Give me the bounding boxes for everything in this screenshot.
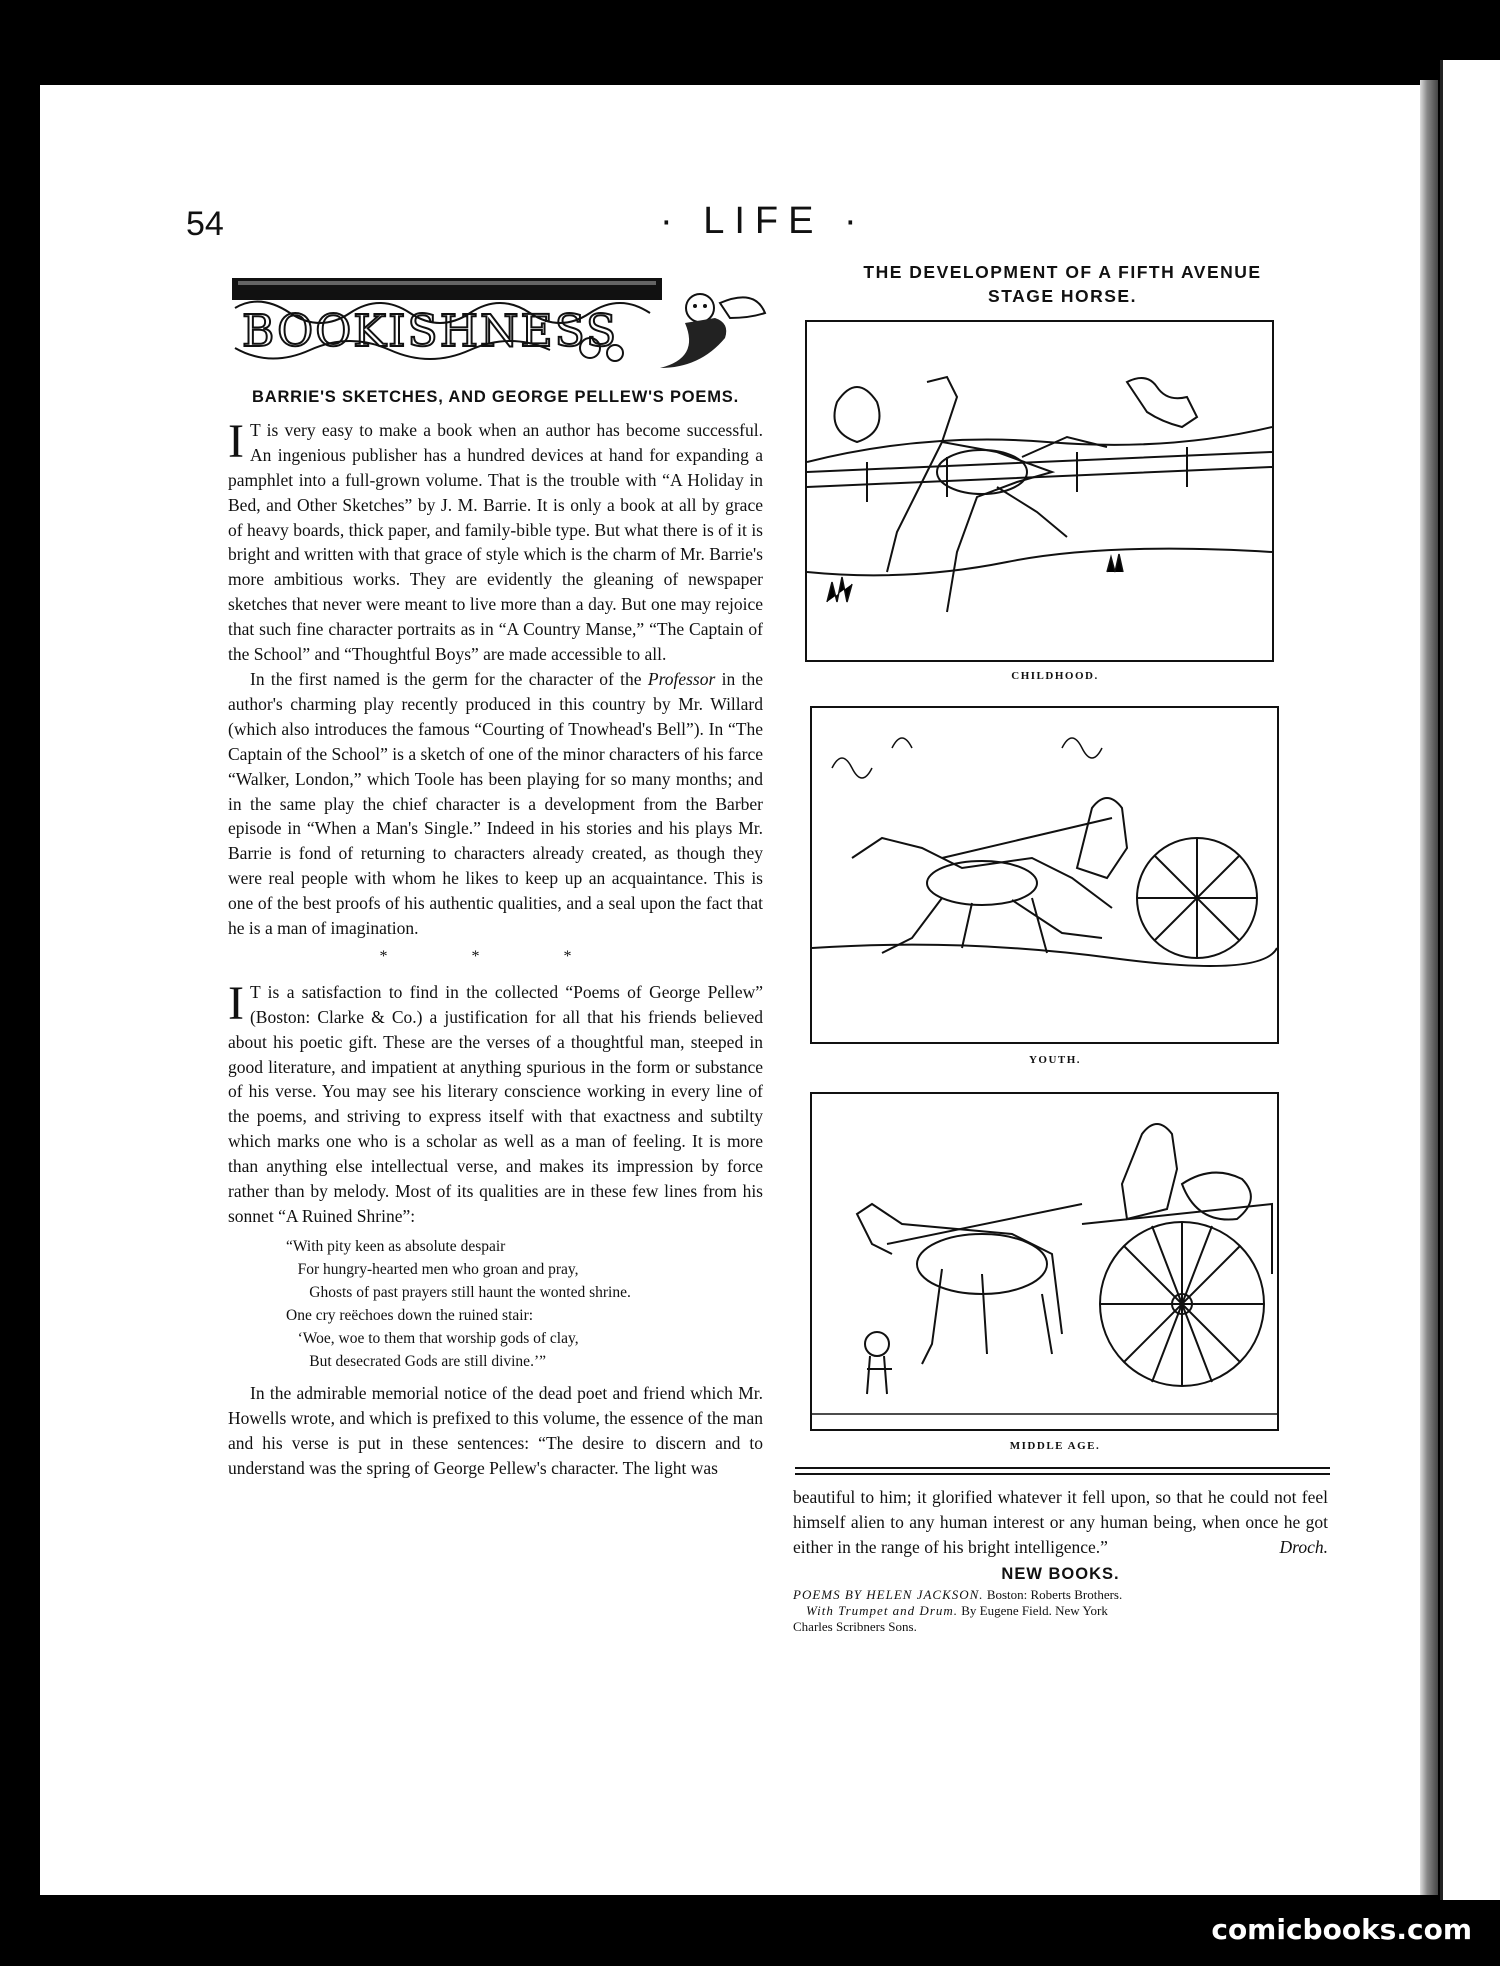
new-books-heading: NEW BOOKS.: [1001, 1565, 1120, 1583]
quoted-sonnet: [286, 1235, 763, 1373]
illustration-title: THE DEVELOPMENT OF A FIFTH AVENUE STAGE HORSE.: [863, 262, 1262, 306]
article-paragraph-2: In the first named is the germ for the character of the Professor in the author's charming play recently produced in this country by Mr. Willard (which also introduces the famous “Courting of Tnowhead's Bell”). In “The Captain of the School” is a sketch of one of the minor characters of his farce “Walker, London,” which Toole has been playing for so many months; and in the same play the chief character is a development from the Barber episode in “When a Man's Single.” Indeed in his stories and his plays Mr. Barrie is fond of returning to characters already created, as though they were real people with whom he likes to keep up an acquaintance. This is one of the best proofs of his authentic qualities, and a seal upon the fact that he is a man of imagination.: [228, 668, 764, 939]
drop-cap: I: [228, 414, 244, 468]
caption-youth: YOUTH.: [1028, 1054, 1082, 1066]
department-banner: [230, 268, 770, 378]
article-paragraph-3: I T is a satisfaction to find in the collected “Poems of George Pellew” (Boston: Clarke & Co.) a justification for all that his friends believed about his poetic gift. These are the verses of a thoughtful man, steeped in good literature, and impatient at anything spurious in the form or substance of his verse. You may see his literary conscience working in every line of the poems, and striving to express itself with that exactness and subtilty which marks one who is a scholar as well as a man of feeling. It is more than anything else intellectual verse, and makes its impression by force rather than by melody. Most of its qualities are in these few lines from his sonnet “A Ruined Shrine”:: [228, 976, 763, 1226]
left-column-article: [228, 385, 763, 1481]
colt-drawing: [807, 322, 1272, 660]
poem-line: ‘Woe, woe to them that worship gods of clay,: [286, 1329, 579, 1347]
column-rule: [795, 1467, 1330, 1469]
site-watermark: comicbooks.com: [1211, 1913, 1472, 1946]
column-rule: [795, 1473, 1330, 1475]
article-headline: BARRIE'S SKETCHES, AND GEORGE PELLEW'S POEMS.: [252, 388, 739, 406]
caption-childhood: CHILDHOOD.: [1011, 670, 1099, 682]
department-title: BOOKISHNESS: [242, 306, 619, 357]
illustration-childhood: [805, 320, 1274, 662]
cherub-icon: [660, 294, 765, 368]
author-signature: Droch.: [1279, 1537, 1328, 1557]
book-listing: POEMS BY HELEN JACKSON. Boston: Roberts Brothers.: [793, 1587, 1123, 1602]
adjacent-page-edge: [1440, 60, 1500, 1900]
caption-middle-age: MIDDLE AGE.: [1009, 1440, 1101, 1452]
article-paragraph-5: beautiful to him; it glorified whatever it fell upon, so that he could not feel himself alien to any human interest or any human being, when once he got either in the range of his bright intelligence.” Droch.: [793, 1485, 1328, 1560]
poem-line: But desecrated Gods are still divine.’”: [286, 1352, 546, 1370]
book-listing: Charles Scribners Sons.: [793, 1619, 917, 1634]
poem-line: For hungry-hearted men who groan and pray,: [286, 1260, 579, 1278]
illustration-youth: [810, 706, 1279, 1044]
trotter-drawing: [812, 708, 1277, 1042]
illustration-middle-age: [810, 1092, 1279, 1431]
poem-line: “With pity keen as absolute despair: [286, 1237, 506, 1255]
page-number: 54: [186, 205, 224, 243]
cart-horse-drawing: [812, 1094, 1277, 1429]
poem-line: Ghosts of past prayers still haunt the wonted shrine.: [286, 1283, 631, 1301]
poem-line: One cry reëchoes down the ruined stair:: [286, 1306, 534, 1324]
book-spine: [1420, 80, 1438, 1895]
article-paragraph-4: In the admirable memorial notice of the dead poet and friend which Mr. Howells wrote, and which is prefixed to this volume, the essence of the man and his verse is put in these sentences: “The desire to discern and to understand was the spring of George Pellew's character. The light was: [228, 1382, 763, 1478]
book-listing: With Trumpet and Drum. By Eugene Field. New York: [806, 1603, 1108, 1618]
article-paragraph-1: I T is very easy to make a book when an author has become successful. An ingenious publisher has a hundred devices at hand for expanding a pamphlet into a full-grown volume. That is the trouble with “A Holiday in Bed, and Other Sketches” by J. M. Barrie. It is only a book at all by grace of heavy boards, thick paper, and family-bible type. But what there is of it is bright and written with that grace of style which is the charm of Mr. Barrie's more ambitious works. They are evidently the gleaning of newspaper sketches that never were meant to live more than a day. But one may rejoice that such fine character portraits as in “A Country Manse,” “The Captain of the School” and “Thoughtful Boys” are made accessible to all.: [228, 414, 763, 665]
right-column-continuation: [793, 1485, 1328, 1635]
section-separator: * * *: [379, 947, 612, 965]
masthead: · LIFE ·: [660, 200, 867, 242]
drop-cap: I: [228, 976, 244, 1030]
